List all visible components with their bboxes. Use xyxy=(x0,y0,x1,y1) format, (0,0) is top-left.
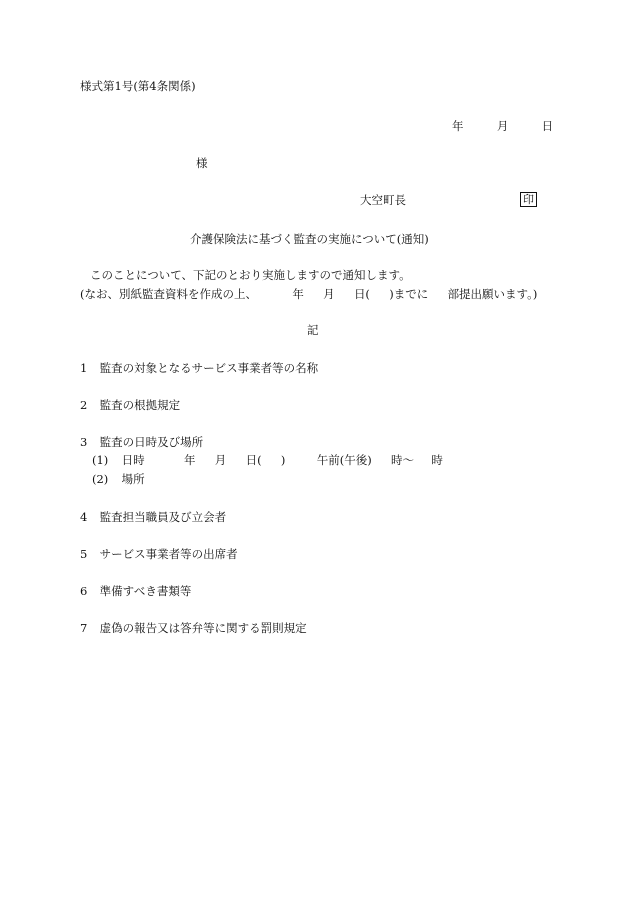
list-item-6 xyxy=(80,584,191,599)
item-number: 2 xyxy=(80,398,88,412)
datetime-from: 時〜 xyxy=(391,453,415,467)
datetime-label: 日時 xyxy=(121,453,145,467)
list-item-7 xyxy=(80,621,307,636)
item-number: 1 xyxy=(80,361,88,375)
list-item-4 xyxy=(80,510,226,525)
ki-heading: 記 xyxy=(307,323,319,337)
datetime-day: 日( xyxy=(245,453,262,467)
datetime-to: 時 xyxy=(431,453,443,467)
sub-item-place xyxy=(92,472,145,487)
date-line xyxy=(452,119,553,134)
body-line-1: このことについて、下記のとおり実施しますので通知します。 xyxy=(90,268,411,282)
datetime-close: ) xyxy=(280,453,286,467)
date-year: 年 xyxy=(452,119,464,133)
item-number: 3 xyxy=(80,435,88,449)
item-number: 4 xyxy=(80,510,88,524)
item-text: 準備すべき書類等 xyxy=(99,584,192,598)
addressee-suffix: 様 xyxy=(196,156,208,170)
body-line-2-a: (なお、別紙監査資料を作成の上、 xyxy=(80,287,257,301)
list-item-5 xyxy=(80,547,238,562)
sub-item-number: (1) xyxy=(92,453,109,467)
item-text: 監査担当職員及び立会者 xyxy=(99,510,227,524)
item-text: 監査の対象となるサービス事業者等の名称 xyxy=(99,361,319,375)
list-item-3 xyxy=(80,435,203,450)
form-label: 様式第1号(第4条関係) xyxy=(80,79,196,93)
datetime-year: 年 xyxy=(183,453,196,467)
body-line-2 xyxy=(80,287,537,302)
datetime-month: 月 xyxy=(214,453,227,467)
item-text: 監査の根拠規定 xyxy=(99,398,181,412)
document-title: 介護保険法に基づく監査の実施について(通知) xyxy=(190,232,429,246)
list-item-1 xyxy=(80,361,318,376)
sub-item-datetime xyxy=(92,453,443,468)
sub-item-number: (2) xyxy=(92,472,109,486)
datetime-ampm: 午前(午後) xyxy=(316,453,372,467)
place-label: 場所 xyxy=(121,472,145,486)
item-text: 虚偽の報告又は答弁等に関する罰則規定 xyxy=(99,621,307,635)
body-line-2-month: 月 xyxy=(323,287,335,301)
seal-icon: 印 xyxy=(520,192,537,207)
list-item-2 xyxy=(80,398,180,413)
date-day: 日 xyxy=(541,119,554,133)
body-line-2-b: 部提出願います。) xyxy=(447,287,538,301)
body-line-2-close: )までに xyxy=(389,287,429,301)
item-number: 6 xyxy=(80,584,88,598)
body-line-2-day: 日( xyxy=(353,287,370,301)
body-line-2-year: 年 xyxy=(292,287,304,301)
item-text: サービス事業者等の出席者 xyxy=(99,547,238,561)
seal-mark xyxy=(520,192,537,207)
item-text: 監査の日時及び場所 xyxy=(99,435,204,449)
sender-name: 大空町長 xyxy=(360,193,406,207)
date-month: 月 xyxy=(496,119,509,133)
item-number: 5 xyxy=(80,547,88,561)
item-number: 7 xyxy=(80,621,88,635)
